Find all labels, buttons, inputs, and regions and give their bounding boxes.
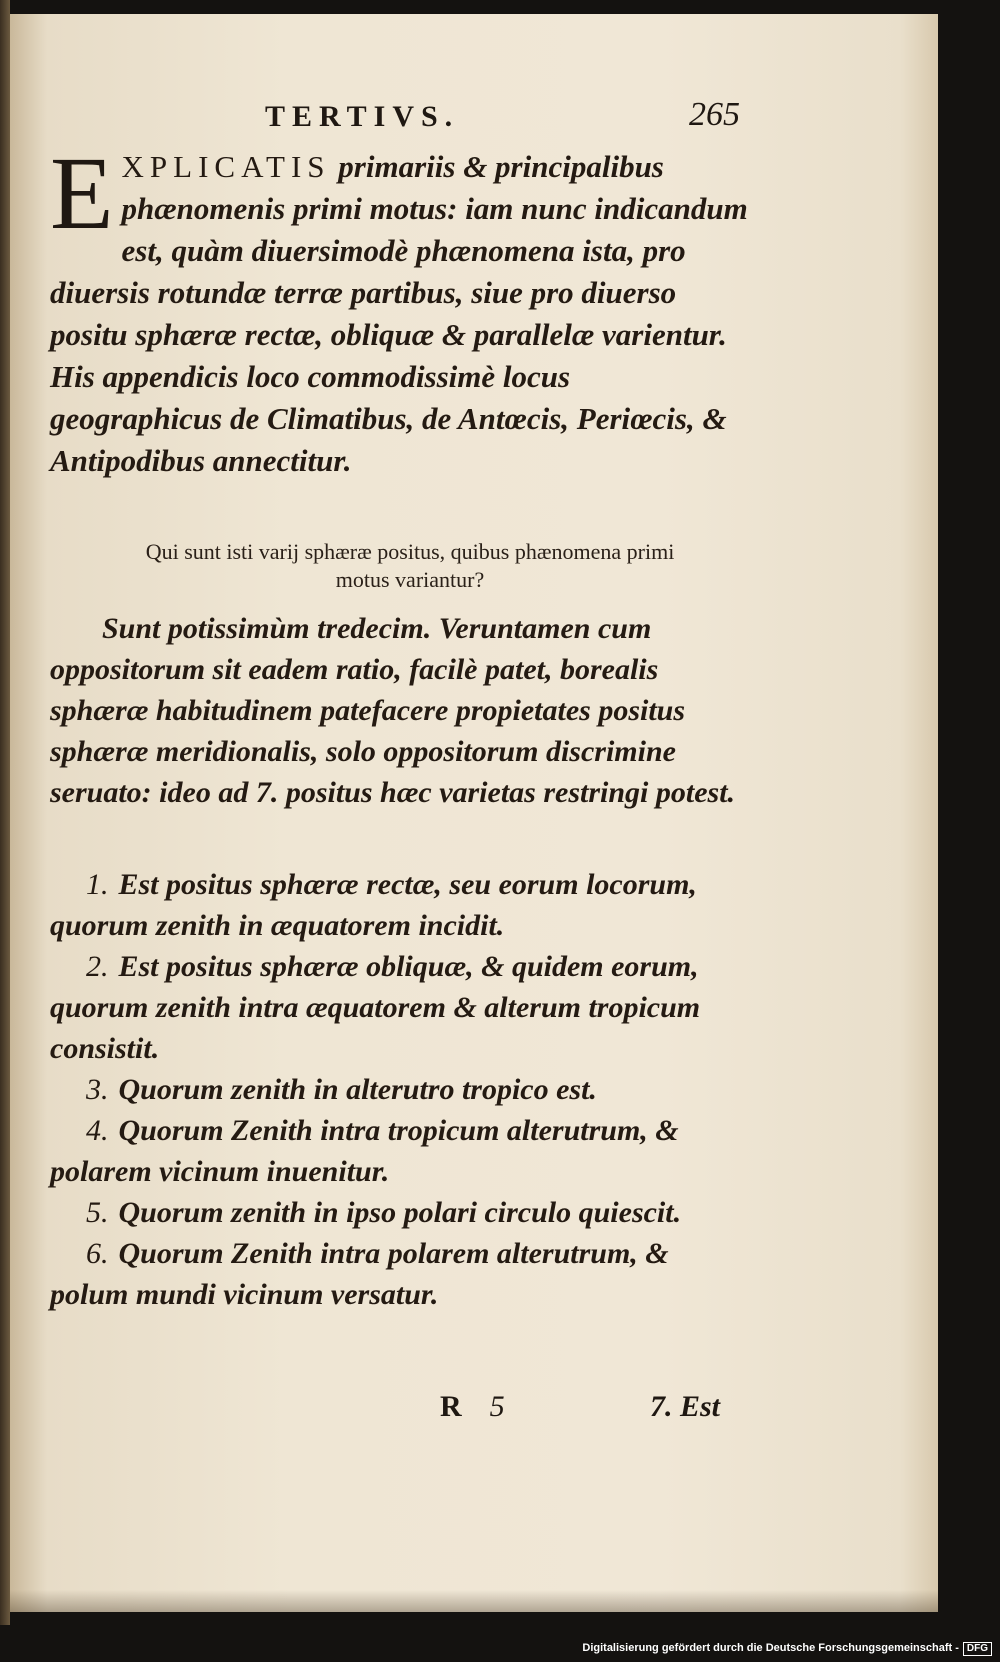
running-title: TERTIVS.	[265, 100, 460, 133]
catchword: 7. Est	[649, 1390, 720, 1423]
list-item	[50, 946, 750, 1069]
signature-mark	[440, 1390, 505, 1424]
page-number: 265	[689, 96, 740, 133]
list-item-text: Est positus sphæræ obliquæ, & quidem eorum, quorum zenith intra æquatorem & alterum tropicum consistit.	[50, 950, 701, 1065]
dfg-logo: DFG	[963, 1642, 992, 1656]
list-item-number: 3.	[86, 1073, 109, 1106]
list-item-text: Quorum Zenith intra tropicum alterutrum, & polarem vicinum inuenitur.	[50, 1114, 679, 1188]
signature-letter: R	[440, 1390, 462, 1423]
list-item-text: Quorum zenith in ipso polari circulo quiescit.	[118, 1196, 682, 1229]
list-item	[50, 864, 750, 946]
list-item-number: 5.	[86, 1196, 109, 1229]
list-item-text: Quorum Zenith intra polarem alterutrum, & polum mundi vicinum versatur.	[50, 1237, 669, 1311]
list-item-number: 1.	[86, 868, 109, 901]
list-item	[50, 1069, 750, 1110]
drop-cap: E	[50, 136, 114, 251]
list-item-text: Quorum zenith in alterutro tropico est.	[118, 1073, 597, 1106]
digitization-credit	[582, 1642, 992, 1656]
binding-edge	[0, 0, 10, 1625]
book-page	[10, 14, 938, 1612]
page-footer	[50, 1390, 750, 1430]
list-item-number: 6.	[86, 1237, 109, 1270]
intro-first-word: XPLICATIS	[121, 149, 331, 184]
list-item-text: Est positus sphæræ rectæ, seu eorum locorum, quorum zenith in æquatorem incidit.	[50, 868, 697, 942]
intro-paragraph	[50, 136, 750, 482]
intro-text: primariis & principalibus phænomenis primi motus: iam nunc indicandum est, quàm diuersimodè phænomena ista, pro diuersis rotundæ terræ partibus, siue pro diuerso positu sphæræ rectæ, obliquæ & parallelæ varientur. His appendicis loco commodissimè locus geographicus de Climatibus, de Antœcis, Periœcis, & Antipodibus annectitur.	[50, 149, 748, 478]
list-item-number: 2.	[86, 950, 109, 983]
list-item	[50, 1110, 750, 1192]
list-item	[50, 1233, 750, 1315]
list-item	[50, 1192, 750, 1233]
answer-paragraph: Sunt potissimùm tredecim. Veruntamen cum oppositorum sit eadem ratio, facilè patet, borealis sphæræ habitudinem patefacere propietates positus sphæræ meridionalis, solo oppositorum discrimine seruato: ideo ad 7. positus hæc varietas restringi potest.	[50, 612, 736, 809]
signature-number: 5	[489, 1390, 505, 1423]
positions-list	[50, 864, 750, 1315]
list-item-number: 4.	[86, 1114, 109, 1147]
page-header	[50, 96, 740, 136]
page-bottom-shadow	[10, 1590, 938, 1612]
credit-text: Digitalisierung gefördert durch die Deutsche Forschungsgemeinschaft -	[582, 1642, 959, 1654]
question-heading: Qui sunt isti varij sphæræ positus, quibus phænomena primi motus variantur?	[145, 539, 675, 592]
